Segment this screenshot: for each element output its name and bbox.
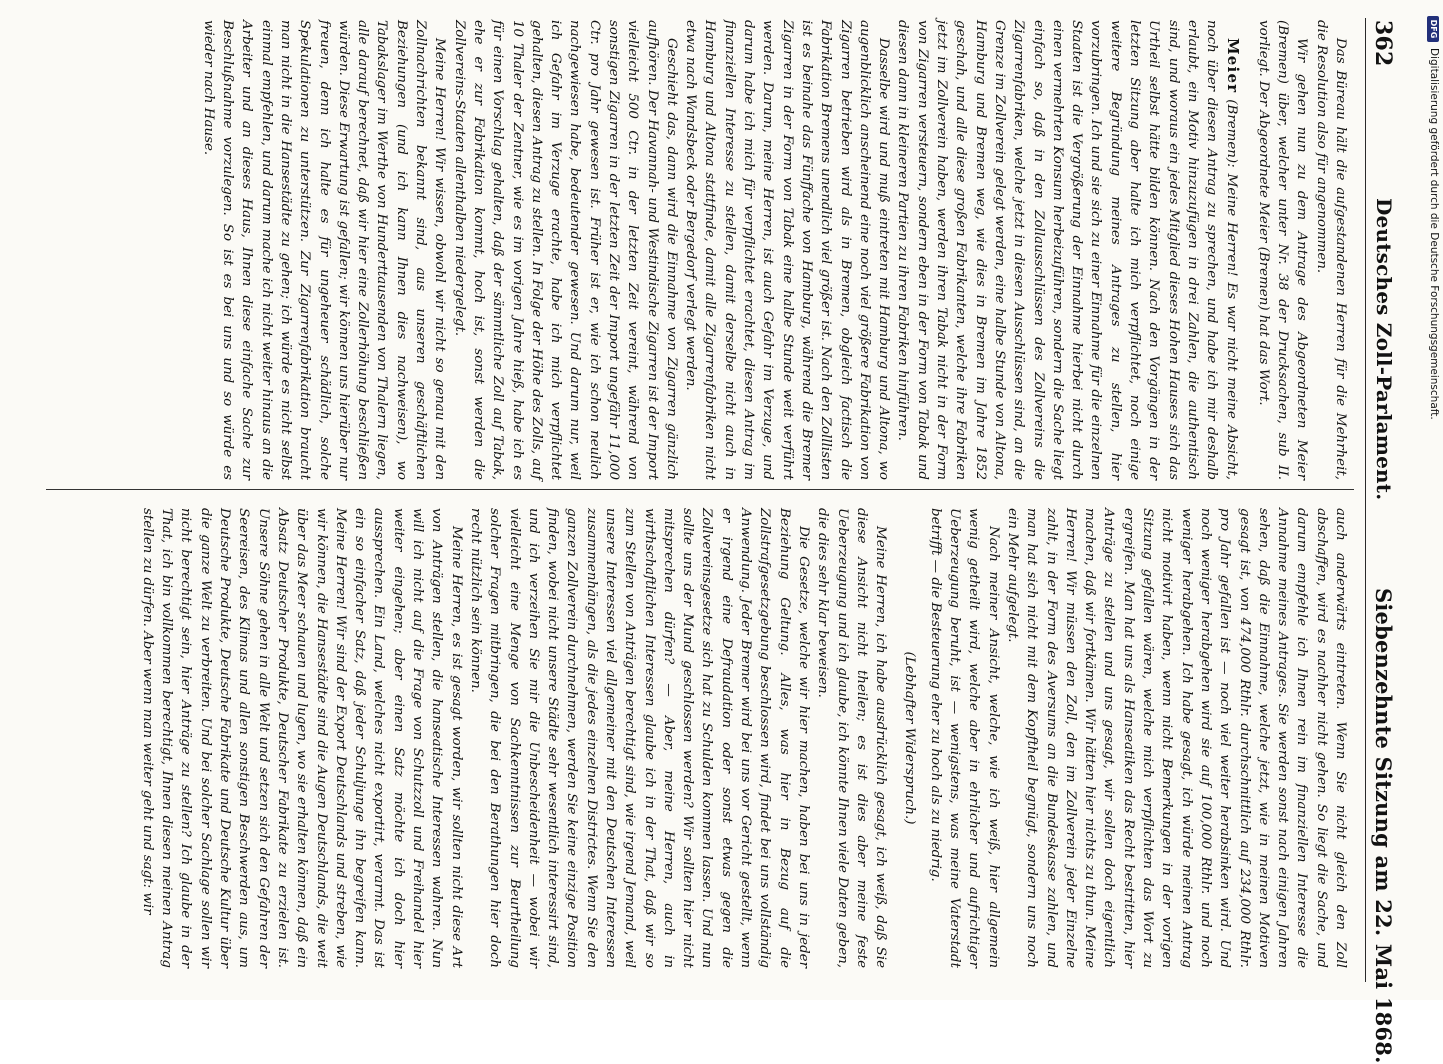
publication-title: Deutsches Zoll-Parlament.	[1372, 198, 1396, 501]
paragraph: Meine Herren, es ist gesagt worden, wir sollten nicht diese Art von Anträgen stellen, die hanseatische Interessen wahren. Nun will ich nicht auf die Frage von Schutzzoll und Freihandel hier weiter eingehen; aber einen Satz möchte ich doch hier aussprechen. Ein Land, welches nicht exportirt, verarmt. Das ist ein so einfacher Satz, daß jeder Schuljunge ihn begreifen kann. Meine Herren! Wir sind der Export Deutschlands und streben, wie wir können, die Hansestädte sind die Augen Deutschlands, die weit über das Meer schauen und lugen, wo sie erhalten können, daß ein Absatz Deutscher Produkte, Deutscher Fabrikate zu erzielen ist. Unsere Söhne gehen in alle Welt und setzen sich den Gefahren der Seereisen, des Klimas und allen sonstigen Beschwerden aus, um Deutsche Produkte, Deutsche Fabrikate und Deutsche Kultur über die ganze Welt zu verbreiten. Und bei solcher Sachlage sollen wir nicht berechtigt sein, hier Anträge zu stellen? Ich glaube in der That, ich bin vollkommen berechtigt, Ihnen diesen meinen Antrag stellen zu dürfen. Aber wenn man weiter geht und sagt: wir	[139, 508, 464, 968]
paragraph: Geschieht das, dann wird die Einnahme von Zigarren gänzlich aufhören. Der Havannah- und Westindische Zigarren ist der Import vielleicht 500 Ctr. in der letzten Zeit vereint, während von sonstigen Zigarren in der letzten Zeit der Import ungefähr 11,000 Ctr. pro Jahr gewesen ist. Früher ist er, wie ich schon neulich nachgewiesen habe, bedeutender gewesen. Und darum nur, weil ich Gefahr im Verzuge erachte, habe ich mich verpflichtet gehalten, diesen Antrag zu stellen. In Folge der Höhe des Zolls, auf 10 Thaler der Zentner, wie es im vorigen Jahre hieß, habe ich es für einen Vorschlag gehalten, daß der sämmtliche Zoll auf Tabak, ehe er zur Fabrikation kommt, hoch ist, sonst werden die Zollvereins-Staaten allenthalben niedergelegt.	[451, 20, 679, 480]
dfg-logo-icon: DFG	[1427, 16, 1439, 42]
rotated-page-sheet	[32, 0, 1412, 1064]
speaker-name: Meier	[1223, 38, 1242, 94]
right-column	[138, 508, 1350, 968]
session-heading: Siebenzehnte Sitzung am 22. Mai 1868.	[1371, 588, 1396, 1064]
paragraph: Das Büreau hält die aufgestandenen Herren für die Mehrheit, die Resolution also für angenommen.	[1313, 20, 1348, 480]
left-column	[198, 20, 1350, 480]
paragraph: Meine Herren, ich habe ausdrücklich gesagt, ich weiß, daß Sie diese Ansicht nicht theilen; es ist dies aber meine feste Ueberzeugung und ich glaube, ich könnte Ihnen viele Daten geben, die dies sehr klar beweisen.	[815, 508, 889, 968]
paragraph: Meine Herren! Wir wissen, obwohl wir nicht so genau mit den Zollnachrichten bekannt sind, aus unseren geschäftlichen Beziehungen (und ich kann Ihnen dies nachweisen), wo Tabakslager im Werthe von Hunderttausenden von Thalern liegen, alle darauf berechnet, daß wir hier eine Zollerhöhung beschließen würden. Diese Erwartung ist gefallen; wir können uns hierüber nur freuen, denn ich halte es für ungeheuer schädlich, solche Spekulationen zu unterstützen. Zur Zigarrenfabrikation braucht man nicht in die Hansestädte zu gehen; ich würde es nicht selbst einmal empfehlen, und darum mache ich nicht weiter hinaus an die Arbeiter und an dieses Haus, Ihnen diese einfache Sache zur Beschlußnahme vorzulegen. So ist es bei uns und so würde es wieder nach Hause.	[200, 20, 448, 480]
column-divider	[46, 489, 1354, 490]
speech-text: (Bremen): Meine Herren! Es war nicht meine Absicht, noch über diesen Antrag zu sprechen, und habe ich mir deshalb erlaubt, ein Motiv hinzuzufügen in drei Zahlen, die authentisch sind, und woraus ein jedes Mitglied dieses Hohen Hauses sich das Urtheil selbst hätte bilden können. Nach den Vorgängen in der letzten Sitzung aber halte ich mich verpflichtet, noch einige weitere Begründung meines Antrages zu stellen, hier vorzubringen. Ich und sie sich zu einer Einnahme für die einzelnen Staaten ist die Vergrößerung der Einnahme hierbei nicht durch einen vermehrten Konsum herbeizuführen, sondern die Sache liegt einfach so, daß in den Zollausschlüssen des Zollvereins die Zigarrenfabriken, welche jetzt in diesen Ausschlüssen sind, an die Grenze im Zollverein gelegt werden, eine halbe Stunde von Altona, Hamburg und Bremen weg, wie dies in Bremen im Jahre 1852 geschah, und alle diese großen Fabrikanten, welche ihre Fabriken jetzt im Zollverein haben, werden ihren Tabak nicht in der Form von Zigarren versteuern, sondern eben in der Form von Tabak und diesen dann in kleineren Partien zu ihren Fabriken hinführen.	[895, 20, 1239, 480]
page-number: 362	[1370, 20, 1396, 67]
page-header	[1365, 18, 1400, 1064]
paragraph: Die Gesetze, welche wir hier machen, haben bei uns in jeder Beziehung Geltung. Alles, was hier in Bezug auf die Zollstrafgesetzgebung beschlossen wird, findet bei uns vollständig Anwendung. Jeder Bremer wird bei uns vor Gericht gestellt, wenn er irgend eine Defraudation oder sonst etwas gegen die Zollvereinsgesetze sich hat zu Schulden kommen lassen. Und nun sollte uns der Mund geschlossen werden? Wir sollten hier nicht mitsprechen dürfen? — Aber, meine Herren, auch in wirthschaftlichen Interessen glaube ich in der That, daß wir so zum Stellen von Anträgen berechtigt sind, wie irgend Jemand, weil unsere Interessen viel allgemeiner mit den Deutschen Interessen zusammenhängen, als die jedes einzelnen Districtes. Wenn Sie den ganzen Zollverein durchnehmen, werden Sie keine einzige Position finden, wobei nicht unsere Städte sehr wesentlich interessirt sind, und ich verzeihen Sie mir die Unbescheidenheit — wobei wir vielleicht eine Menge von Sachkenntnissen zur Beurtheilung solcher Fragen mitbringen, die bei den Berathungen hier doch recht nützlich sein können.	[467, 508, 811, 968]
digitization-credit: Digitalisierung gefördert durch die Deutsche Forschungsgemeinschaft.	[1428, 48, 1440, 420]
speech-paragraph	[893, 20, 1241, 480]
paragraph: Wir gehen nun zu dem Antrage des Abgeordneten Meier (Bremen) über, welcher unter Nr. 38 der Drucksachen, sub II. vorliegt. Der Abgeordnete Meier (Bremen) hat das Wort.	[1255, 20, 1310, 480]
interjection: (Lebhafter Widerspruch.)	[902, 651, 918, 825]
paragraph: auch anderwärts eintreten. Wenn Sie nicht gleich den Zoll abschaffen, wird es nachher nicht gehen. So liegt die Sache, und darum empfehle ich Ihnen rein im finanziellen Interesse die Annahme meines Antrages. Sie werden sonst nach einigen Jahren sehen, daß die Einnahme, welche jetzt, wie in meinen Motiven gesagt ist, von 474,000 Rthlr. durchschnittlich auf 234,000 Rthlr. pro Jahr gefallen ist — noch viel weiter herabsinken wird. Und noch weniger herabgehen wird sie auf 100,000 Rthlr. und noch weniger herabgehen. Ich habe gesagt, ich würde meinen Antrag nicht motivirt haben, wenn nicht Bemerkungen in der vorigen Sitzung gefallen wären, welche mich verpflichten das Wort zu ergreifen. Man hat uns als Hanseatiken das Recht bestritten, hier Anträge zu stellen und uns gesagt, wir sollen doch eigentlich machen, daß wir fortkämen. Wir hätten hier nichts zu thun. Meine Herren! Wir müssen den Zoll, den im Zollverein jeder Einzelne zahlt, in der Form des Aversums an die Bundeskasse zahlen, und man hat sich nicht mit dem Kopftheil begnügt, sondern uns noch ein Mehr aufgelegt.	[1004, 508, 1348, 968]
paragraph: Nach meiner Ansicht, welche, wie ich weiß, hier allgemein wenig getheilt wird, welche aber in ehrlicher und aufrichtiger Ueberzeugung beruht, ist — wenigstens, was meine Vaterstadt betrifft — die Besteuerung eher zu hoch als zu niedrig.	[927, 508, 1001, 968]
paragraph: Dasselbe wird und muß eintreten mit Hamburg und Altona, wo augenblicklich anscheinend eine noch viel größere Fabrikation von Zigarren betrieben wird als in Bremen, obgleich factisch die Fabrikation Bremens unendlich viel größer ist. Nach den Zolllisten ist es beinahe das Fünffache von Hamburg, während die Bremer Zigarren in der Form von Tabak eine halbe Stunde weit verführt werden. Darum, meine Herren, ist auch Gefahr im Verzuge, und darum habe ich mich für verpflichtet erachtet, diesen Antrag im finanziellen Interesse zu stellen, damit derselbe nicht auch in Hamburg und Altona stattfinde, damit alle Zigarrenfabriken nicht etwa nach Wandsbeck oder Bergedorf verlegt werden.	[683, 20, 892, 480]
